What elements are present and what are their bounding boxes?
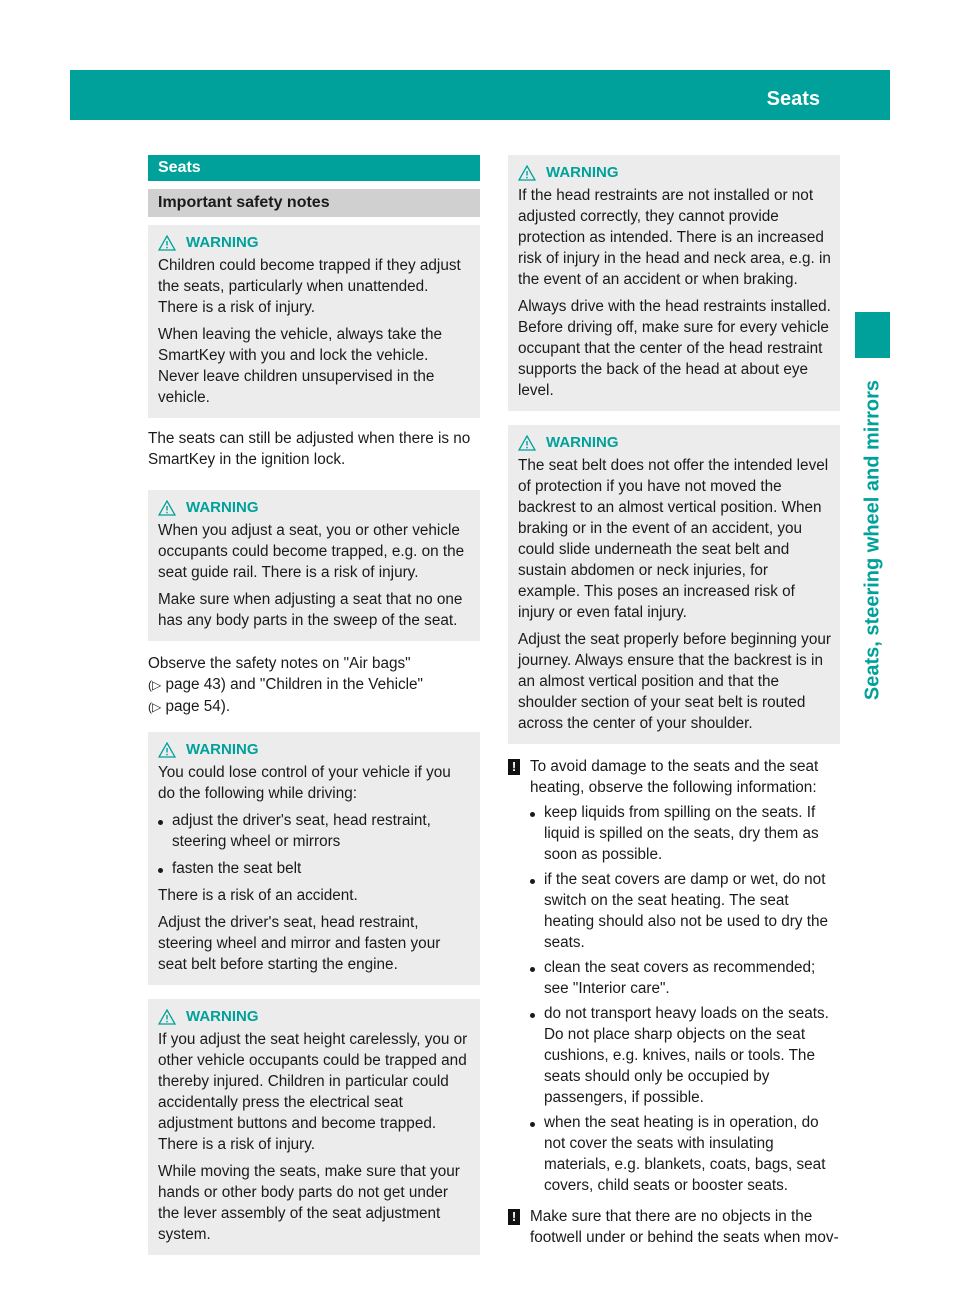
side-chapter-text: Seats, steering wheel and mirrors — [861, 379, 884, 701]
subsection-title: Important safety notes — [148, 189, 480, 217]
list-item — [530, 1003, 840, 1108]
bullet-icon — [530, 1003, 544, 1108]
warning-label: WARNING — [546, 164, 619, 181]
warning-box — [148, 225, 480, 418]
warning-box — [148, 999, 480, 1255]
warning-label: WARNING — [186, 234, 259, 251]
body-text: Observe the safety notes on "Air bags" — [148, 655, 411, 672]
warning-text: The seat belt does not offer the intended level of protection if you have not moved the backrest to an almost vertical position. When braking or in the event of an accident, you could slide underneath the seat belt and sustain abdomen or neck injuries, for example. This poses an increased risk of injury or even fatal injury. — [518, 457, 829, 621]
warning-text: If you adjust the seat height carelessly, you or other vehicle occupants could be trapped and thereby injured. Children in particular could accidentally press the electrical seat adjustment buttons and become trapped. There is a risk of injury. — [158, 1031, 468, 1153]
warning-text: Make sure when adjusting a seat that no one has any body parts in the sweep of the seat. — [158, 591, 463, 629]
warning-header — [518, 431, 832, 455]
left-column — [148, 155, 480, 1255]
cross-reference-line — [148, 674, 480, 696]
warning-label: WARNING — [546, 434, 619, 451]
page-ref-link[interactable]: page 43) and "Children in the Vehicle" — [165, 676, 423, 693]
list-item-text: adjust the driver's seat, head restraint, steering wheel or mirrors — [172, 812, 431, 850]
warning-box — [508, 155, 840, 411]
notice-body — [530, 1206, 840, 1248]
safety-notes-reference — [148, 653, 480, 718]
warning-label: WARNING — [186, 741, 259, 758]
bullet-icon — [530, 1112, 544, 1196]
warning-box — [148, 490, 480, 641]
warning-box — [508, 425, 840, 744]
warning-text: When you adjust a seat, you or other vehicle occupants could become trapped, e.g. on the seat guide rail. There is a risk of injury. — [158, 522, 465, 581]
warning-triangle-icon — [158, 742, 176, 758]
warning-header — [158, 1005, 472, 1029]
warning-triangle-icon — [158, 500, 176, 516]
page-ref-icon: (▷ — [148, 700, 162, 714]
list-item-text: keep liquids from spilling on the seats. If liquid is spilled on the seats, dry them as soon as possible. — [544, 804, 819, 863]
list-item-text: when the seat heating is in operation, do not cover the seats with insulating materials, e.g. blankets, coats, bags, seat covers, child seats or booster seats. — [544, 1114, 826, 1194]
list-item — [158, 810, 472, 852]
notice-text: Make sure that there are no objects in the footwell under or behind the seats when mov- — [530, 1208, 839, 1246]
page-ref-icon: (▷ — [148, 678, 162, 692]
body-text: The seats can still be adjusted when there is no SmartKey in the ignition lock. — [148, 430, 471, 468]
bullet-icon — [158, 810, 172, 852]
section-title: Seats — [148, 155, 480, 181]
notice-icon: ! — [508, 759, 520, 775]
warning-text: When leaving the vehicle, always take the SmartKey with you and lock the vehicle. Never leave children unsupervised in the vehicle. — [158, 326, 443, 406]
page-header — [70, 70, 941, 120]
bullet-icon — [158, 858, 172, 879]
list-item — [530, 802, 840, 865]
notice-icon: ! — [508, 1209, 520, 1225]
warning-header — [158, 738, 472, 762]
list-item-text: do not transport heavy loads on the seats. Do not place sharp objects on the seat cushions, e.g. knives, nails or tools. The seats should only be occupied by passengers, if possible. — [544, 1005, 829, 1106]
notice-body — [530, 756, 840, 1196]
list-item — [158, 858, 472, 879]
header-title: Seats — [766, 88, 820, 110]
warning-text: Adjust the seat properly before beginning your journey. Always ensure that the backrest is in an almost vertical position and that the shoulder section of your seat belt is routed across the center of your shoulder. — [518, 631, 831, 732]
bullet-icon — [530, 957, 544, 999]
notice-block — [508, 1206, 840, 1248]
side-tab-marker — [855, 312, 890, 358]
list-item-text: fasten the seat belt — [172, 860, 302, 877]
warning-text: If the head restraints are not installed or not adjusted correctly, they cannot provide protection as intended. There is an increased risk of injury in the head and neck area, e.g. in the event of an accident or when braking. — [518, 187, 831, 288]
bullet-icon — [530, 802, 544, 865]
list-item-text: clean the seat covers as recommended; see "Interior care". — [544, 959, 816, 997]
warning-triangle-icon — [518, 435, 536, 451]
warning-header — [158, 496, 472, 520]
header-divider — [901, 70, 903, 120]
warning-triangle-icon — [518, 165, 536, 181]
list-item — [530, 957, 840, 999]
warning-text: Always drive with the head restraints installed. Before driving off, make sure for every vehicle occupant that the center of the head restraint supports the back of the head at about eye level. — [518, 298, 831, 399]
warning-text: While moving the seats, make sure that your hands or other body parts do not get under the lever assembly of the seat adjustment system. — [158, 1163, 460, 1243]
warning-label: WARNING — [186, 499, 259, 516]
warning-box — [148, 732, 480, 985]
page-ref-link[interactable]: page 54). — [165, 698, 231, 715]
warning-header — [158, 231, 472, 255]
warning-text: There is a risk of an accident. — [158, 887, 358, 904]
warning-triangle-icon — [158, 235, 176, 251]
warning-text: Children could become trapped if they adjust the seats, particularly when unattended. There is a risk of injury. — [158, 257, 461, 316]
warning-text: Adjust the driver's seat, head restraint, steering wheel and mirror and fasten your seat belt before starting the engine. — [158, 914, 441, 973]
notice-text: To avoid damage to the seats and the seat heating, observe the following information: — [530, 758, 819, 796]
page-number: 95 — [918, 88, 941, 110]
list-item-text: if the seat covers are damp or wet, do not switch on the seat heating. The seat heating should also not be used to dry the seats. — [544, 871, 829, 951]
list-item — [530, 1112, 840, 1196]
warning-label: WARNING — [186, 1008, 259, 1025]
list-item — [530, 869, 840, 953]
right-column — [508, 155, 840, 1248]
notice-block — [508, 756, 840, 1196]
bullet-icon — [530, 869, 544, 953]
warning-text: You could lose control of your vehicle if you do the following while driving: — [158, 764, 451, 802]
cross-reference-line — [148, 696, 480, 718]
warning-triangle-icon — [158, 1009, 176, 1025]
warning-header — [518, 161, 832, 185]
